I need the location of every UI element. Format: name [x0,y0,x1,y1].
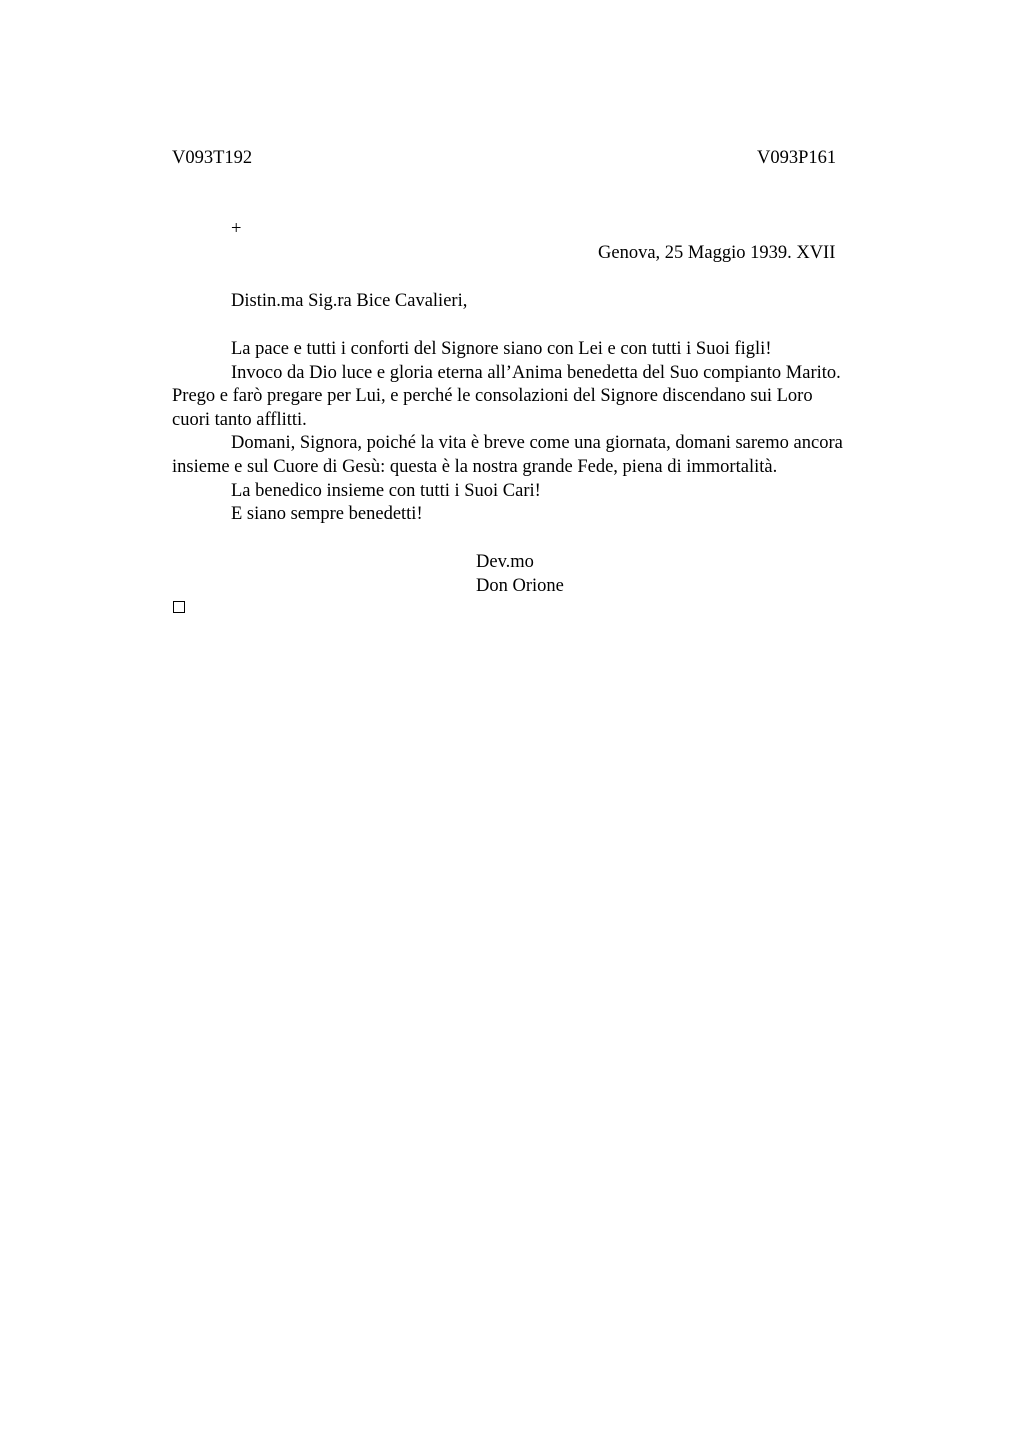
letter-closing [476,551,564,598]
letter-paragraph [172,362,932,433]
paragraph-line: Domani, Signora, poiché la vita è breve come una giornata, domani saremo ancora [231,433,843,454]
letter-signature: Don Orione [476,575,564,596]
document-reference-right: V093P161 [757,148,837,168]
letter-paragraph [172,432,932,479]
end-of-document-box-icon [173,601,185,613]
paragraph-line: Prego e farò pregare per Lui, e perché le consolazioni del Signore discendano sui Loro [172,386,813,407]
cross-mark: + [231,219,242,239]
paragraph-line: La benedico insieme con tutti i Suoi Cari! [231,480,541,501]
document-reference-left: V093T192 [172,148,253,168]
paragraph-line: E siano sempre benedetti! [231,504,423,525]
paragraph-line: La pace e tutti i conforti del Signore siano con Lei e con tutti i Suoi figli! [231,339,772,359]
letter-date: Genova, 25 Maggio 1939. XVII [598,243,836,263]
paragraph-line: insieme e sul Cuore di Gesù: questa è la nostra grande Fede, piena di immortalità. [172,456,778,477]
paragraph-line: cuori tanto afflitti. [172,409,307,430]
letter-paragraph [172,338,932,362]
letter-valediction: Dev.mo [476,552,534,572]
letter-paragraph [172,480,932,504]
paragraph-line: Invoco da Dio luce e gloria eterna all’Anima benedetta del Suo compianto Marito. [231,362,841,383]
letter-body [172,338,932,527]
letter-paragraph [172,503,932,527]
letter-salutation: Distin.ma Sig.ra Bice Cavalieri, [231,291,468,311]
